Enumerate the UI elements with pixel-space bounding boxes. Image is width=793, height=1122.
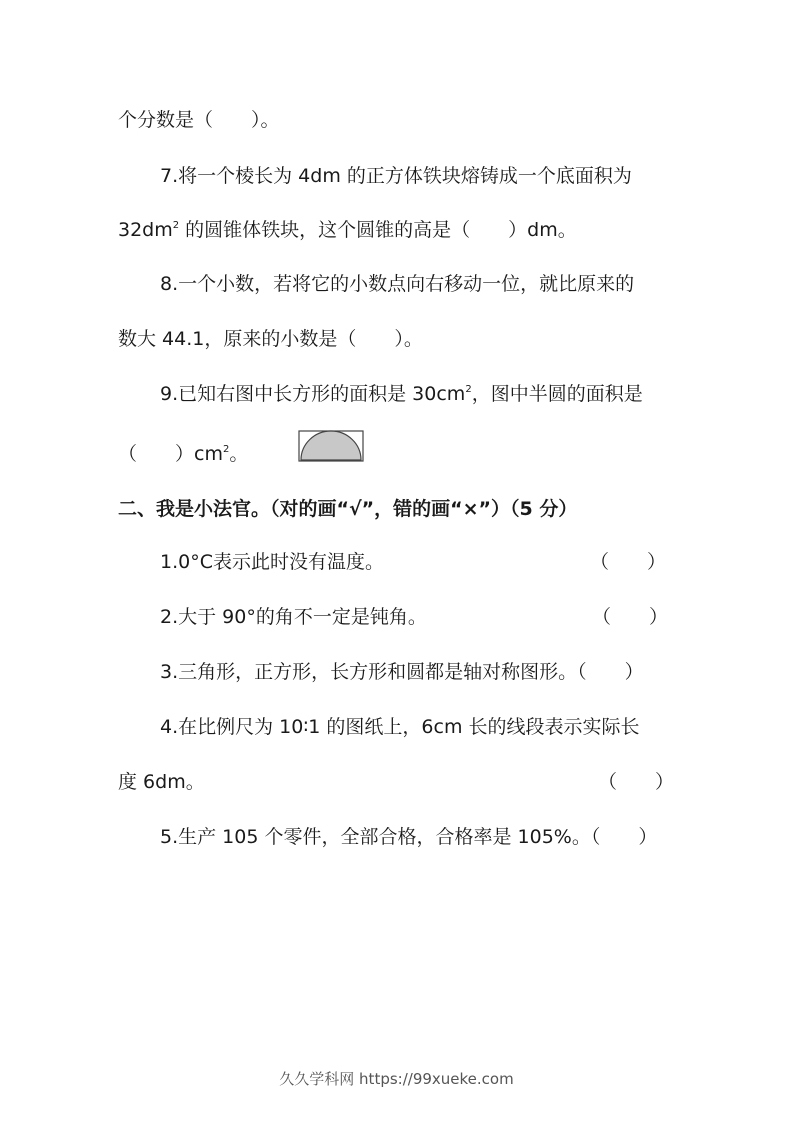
judge-bracket-1[interactable]: （ ） — [590, 551, 667, 573]
q9-line2-sup: 2 — [222, 444, 230, 455]
q7-sup: 2 — [172, 220, 180, 231]
judge-item-3: 3.三角形，正方形，长方形和圆都是轴对称图形。（ ） — [160, 661, 644, 683]
q8-line1: 8.一个小数，若将它的小数点向右移动一位，就比原来的 — [160, 273, 635, 295]
q9-sup: 2 — [465, 384, 472, 395]
q9-text-a: 9.已知右图中长方形的面积是 30cm — [160, 383, 466, 405]
rectangle-semicircle-figure — [298, 430, 364, 462]
q9-line2-a: （ ）cm — [118, 443, 223, 465]
q7-line2 — [118, 218, 577, 246]
q9-line1 — [160, 382, 643, 410]
section2-heading: 二、我是小法官。（对的画“√”，错的画“×”）（5 分） — [118, 498, 578, 520]
judge-item-1: 1.0°C表示此时没有温度。 — [160, 551, 384, 573]
q7-text-b: 的圆锥体铁块，这个圆锥的高是（ ）dm。 — [179, 219, 577, 241]
q9-line2-b: 。 — [229, 443, 249, 465]
q7-line1: 7.将一个棱长为 4dm 的正方体铁块熔铸成一个底面积为 — [160, 165, 632, 187]
q9-line2 — [118, 442, 248, 470]
judge-item-4: 4.在比例尺为 10∶1 的图纸上，6cm 长的线段表示实际长 — [160, 716, 640, 738]
judge-bracket-2[interactable]: （ ） — [592, 606, 669, 628]
q6-tail: 个分数是（ ）。 — [118, 109, 280, 131]
judge-item-2: 2.大于 90°的角不一定是钝角。 — [160, 606, 427, 628]
q8-line2: 数大 44.1，原来的小数是（ ）。 — [118, 328, 423, 350]
q9-text-b: ，图中半圆的面积是 — [471, 383, 643, 405]
q7-text-a: 32dm — [118, 219, 173, 241]
judge-item-5: 5.生产 105 个零件，全部合格，合格率是 105%。（ ） — [160, 826, 658, 848]
page-footer: 久久学科网 https://99xueke.com — [279, 1070, 514, 1088]
judge-item-4-cont: 度 6dm。 — [118, 771, 205, 793]
judge-bracket-4[interactable]: （ ） — [598, 771, 675, 793]
